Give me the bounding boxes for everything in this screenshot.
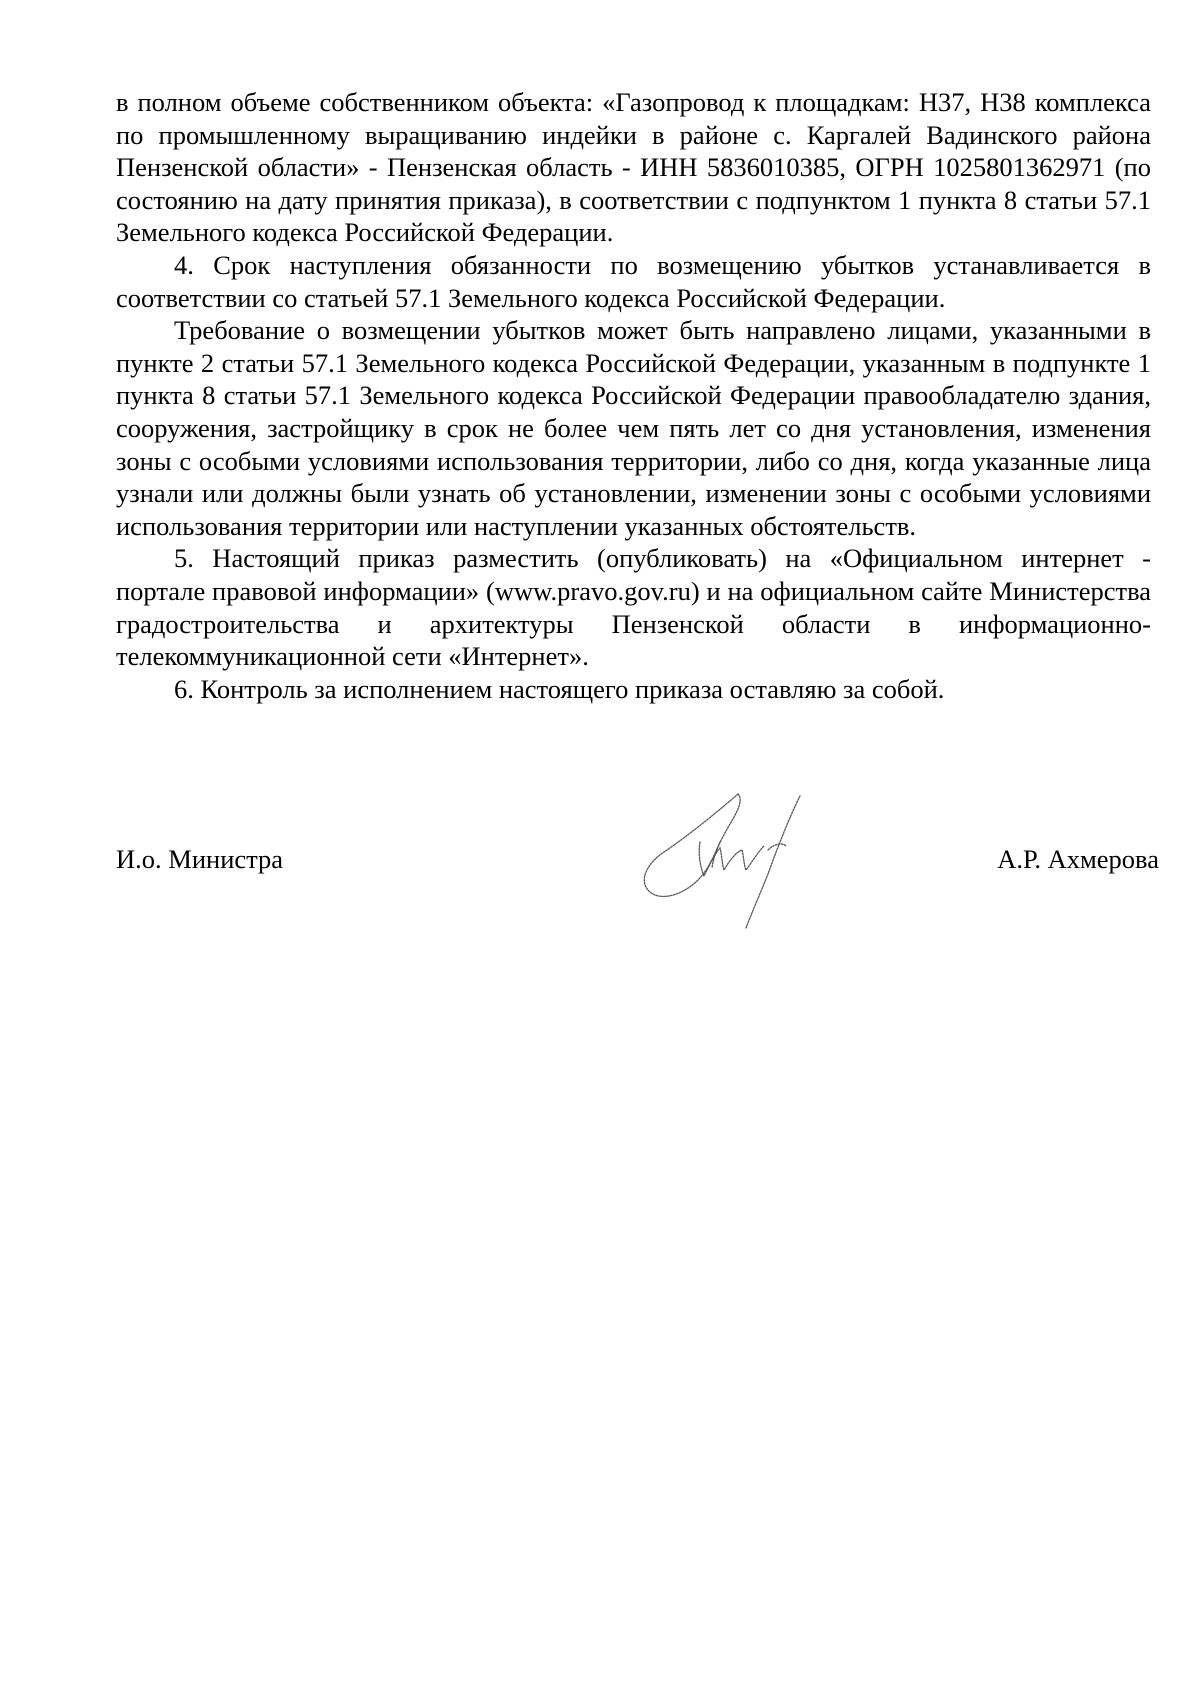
paragraph-continuation: в полном объеме собственником объекта: «Газопровод к площадкам: Н37, Н38 комплекса по промышленному выращиванию индейки в районе с. Каргалей Вадинского района Пензенской области» - Пензенская область - ИНН 5836010385, ОГРН 1025801362971 (по состоянию на дату принятия приказа), в соответствии с подпунктом 1 пункта 8 статьи 57.1 Земельного кодекса Российской Федерации. (116, 87, 1151, 248)
signature-row (116, 843, 1159, 883)
paragraph-item-5: 5. Настоящий приказ разместить (опубликовать) на «Официальном интернет - портале правовой информации» (www.pravo.gov.ru) и на официальном сайте Министерства градостроительства и архитектуры Пензенской области в информационно-телекоммуникационной сети «Интернет». (116, 543, 1151, 672)
paragraph-compensation-claim: Требование о возмещении убытков может быть направлено лицами, указанными в пункте 2 статьи 57.1 Земельного кодекса Российской Федерации, указанным в подпункте 1 пункта 8 статьи 57.1 Земельного кодекса Российской Федерации правообладателю здания, сооружения, застройщику в срок не более чем пять лет со дня установления, изменения зоны с особыми условиями использования территории, либо со дня, когда указанные лица узнали или должны были узнать об установлении, изменении зоны с особыми условиями использования территории или наступлении указанных обстоятельств. (116, 315, 1151, 541)
paragraph-item-6: 6. Контроль за исполнением настоящего приказа оставляю за собой. (174, 673, 945, 704)
signature-icon (640, 790, 830, 930)
paragraph-item-4: 4. Срок наступления обязанности по возмещению убытков устанавливается в соответствии со статьей 57.1 Земельного кодекса Российской Федерации. (116, 249, 1151, 313)
document-body (116, 86, 1151, 705)
signatory-name: А.Р. Ахмерова (997, 844, 1159, 874)
signatory-position: И.о. Министра (116, 844, 284, 874)
